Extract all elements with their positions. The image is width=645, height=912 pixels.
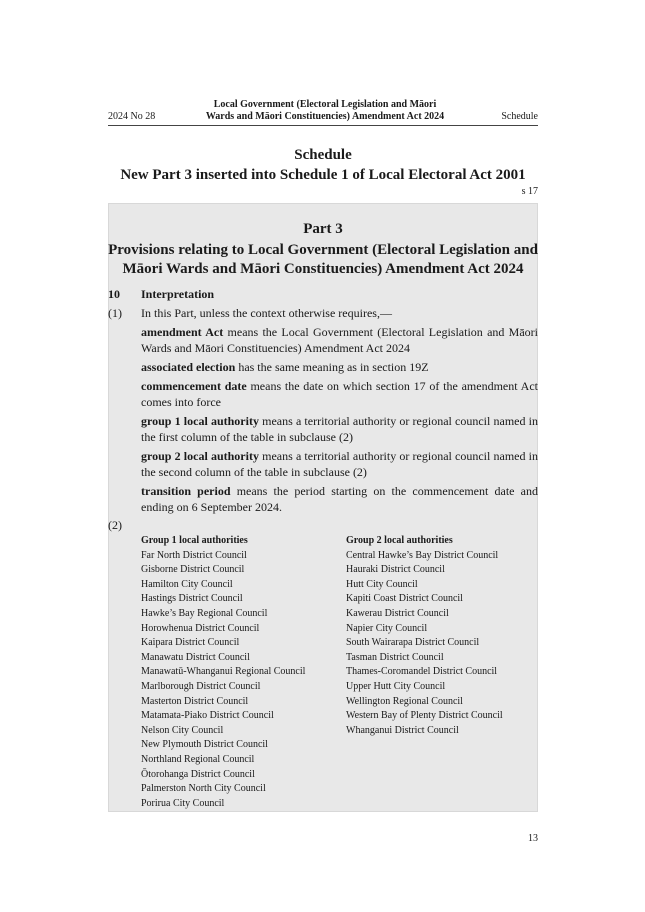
list-item: Napier City Council — [346, 622, 428, 634]
section-number: 10 — [108, 287, 120, 301]
list-item: South Wairarapa District Council — [346, 637, 480, 649]
act-number: 2024 No 28 — [108, 111, 156, 122]
act-title-line-2: Wards and Māori Constituencies) Amendment Act 2024 — [205, 111, 445, 122]
list-item: Central Hawke’s Bay District Council — [346, 549, 499, 561]
part-title: Part 3 — [303, 221, 343, 237]
schedule-heading — [108, 145, 538, 185]
definition-term: associated election — [141, 360, 236, 374]
definition — [141, 324, 538, 356]
subclause-1-number: (1) — [108, 306, 122, 320]
list-item: Hauraki District Council — [346, 564, 445, 576]
group-1-header: Group 1 local authorities — [141, 535, 248, 546]
definitions-list — [141, 324, 538, 518]
subclause-1 — [108, 306, 392, 321]
list-item: Whanganui District Council — [346, 724, 459, 736]
definition — [141, 413, 538, 445]
schedule-subtitle: New Part 3 inserted into Schedule 1 of Local Electoral Act 2001 — [120, 167, 526, 183]
group-1-column — [141, 534, 305, 811]
definition — [141, 448, 538, 480]
list-item: Upper Hutt City Council — [346, 680, 446, 692]
subclause-2-number: (2) — [108, 518, 122, 532]
list-item: Far North District Council — [141, 549, 247, 561]
list-item: Gisborne District Council — [141, 564, 245, 576]
definition — [141, 483, 538, 515]
list-item: Marlborough District Council — [141, 680, 261, 692]
schedule-title: Schedule — [294, 147, 352, 163]
act-title-line-1: Local Government (Electoral Legislation and Māori — [213, 99, 437, 110]
list-item: Palmerston North City Council — [141, 783, 266, 795]
part-heading — [108, 220, 538, 279]
definition-term: group 1 local authority — [141, 414, 259, 428]
list-item: Hamilton City Council — [141, 578, 233, 590]
page-number: 13 — [528, 833, 538, 844]
section-title: Interpretation — [141, 287, 215, 301]
definition — [141, 378, 538, 410]
definition-term: amendment Act — [141, 325, 224, 339]
group-2-column — [346, 534, 503, 738]
list-item: Ōtorohanga District Council — [141, 768, 255, 780]
definition-term: commencement date — [141, 379, 247, 393]
list-item: Northland Regional Council — [141, 753, 255, 765]
list-item: Kapiti Coast District Council — [346, 593, 463, 605]
definition-text: means a territorial authority or regional council named in the first column of the table in subclause (2) — [141, 414, 538, 444]
list-item: Kawerau District Council — [346, 607, 449, 619]
definition-text: means the date on which section 17 of the amendment Act comes into force — [141, 379, 538, 409]
list-item: Masterton District Council — [141, 695, 249, 707]
list-item: Kaipara District Council — [141, 637, 240, 649]
definition-term: group 2 local authority — [141, 449, 259, 463]
header-section-label: Schedule — [501, 111, 538, 122]
section-heading — [108, 287, 214, 302]
list-item: Porirua City Council — [141, 797, 225, 809]
list-item: Tasman District Council — [346, 651, 444, 663]
group-2-header: Group 2 local authorities — [346, 535, 453, 546]
list-item: Matamata-Piako District Council — [141, 710, 274, 722]
subclause-1-text: In this Part, unless the context otherwise requires,— — [141, 306, 392, 320]
list-item: Hawke’s Bay Regional Council — [141, 607, 268, 619]
definition-term: transition period — [141, 484, 231, 498]
list-item: Western Bay of Plenty District Council — [346, 710, 503, 722]
act-title — [190, 99, 460, 123]
definition — [141, 359, 538, 375]
definition-text: means the period starting on the commencement date and ending on 6 September 2024. — [141, 484, 538, 514]
list-item: Thames-Coromandel District Council — [346, 666, 498, 678]
part-heading-line-1: Provisions relating to Local Government (Electoral Legislation and — [108, 242, 538, 258]
definition-text: means a territorial authority or regional council named in the second column of the table in subclause (2) — [141, 449, 538, 479]
list-item: Wellington Regional Council — [346, 695, 463, 707]
list-item: Horowhenua District Council — [141, 622, 260, 634]
list-item: Hutt City Council — [346, 578, 418, 590]
definition-text: means the Local Government (Electoral Legislation and Māori Wards and Māori Constituencies) Amendment Act 2024 — [141, 325, 538, 355]
list-item: Manawatu District Council — [141, 651, 250, 663]
section-reference: s 17 — [521, 186, 538, 197]
list-item: New Plymouth District Council — [141, 739, 268, 751]
list-item: Hastings District Council — [141, 593, 243, 605]
list-item: Nelson City Council — [141, 724, 224, 736]
list-item: Manawatū-Whanganui Regional Council — [141, 666, 306, 678]
part-heading-line-2: Māori Wards and Māori Constituencies) Amendment Act 2024 — [122, 261, 524, 277]
definition-text: has the same meaning as in section 19Z — [235, 360, 429, 374]
header-rule — [108, 125, 538, 126]
